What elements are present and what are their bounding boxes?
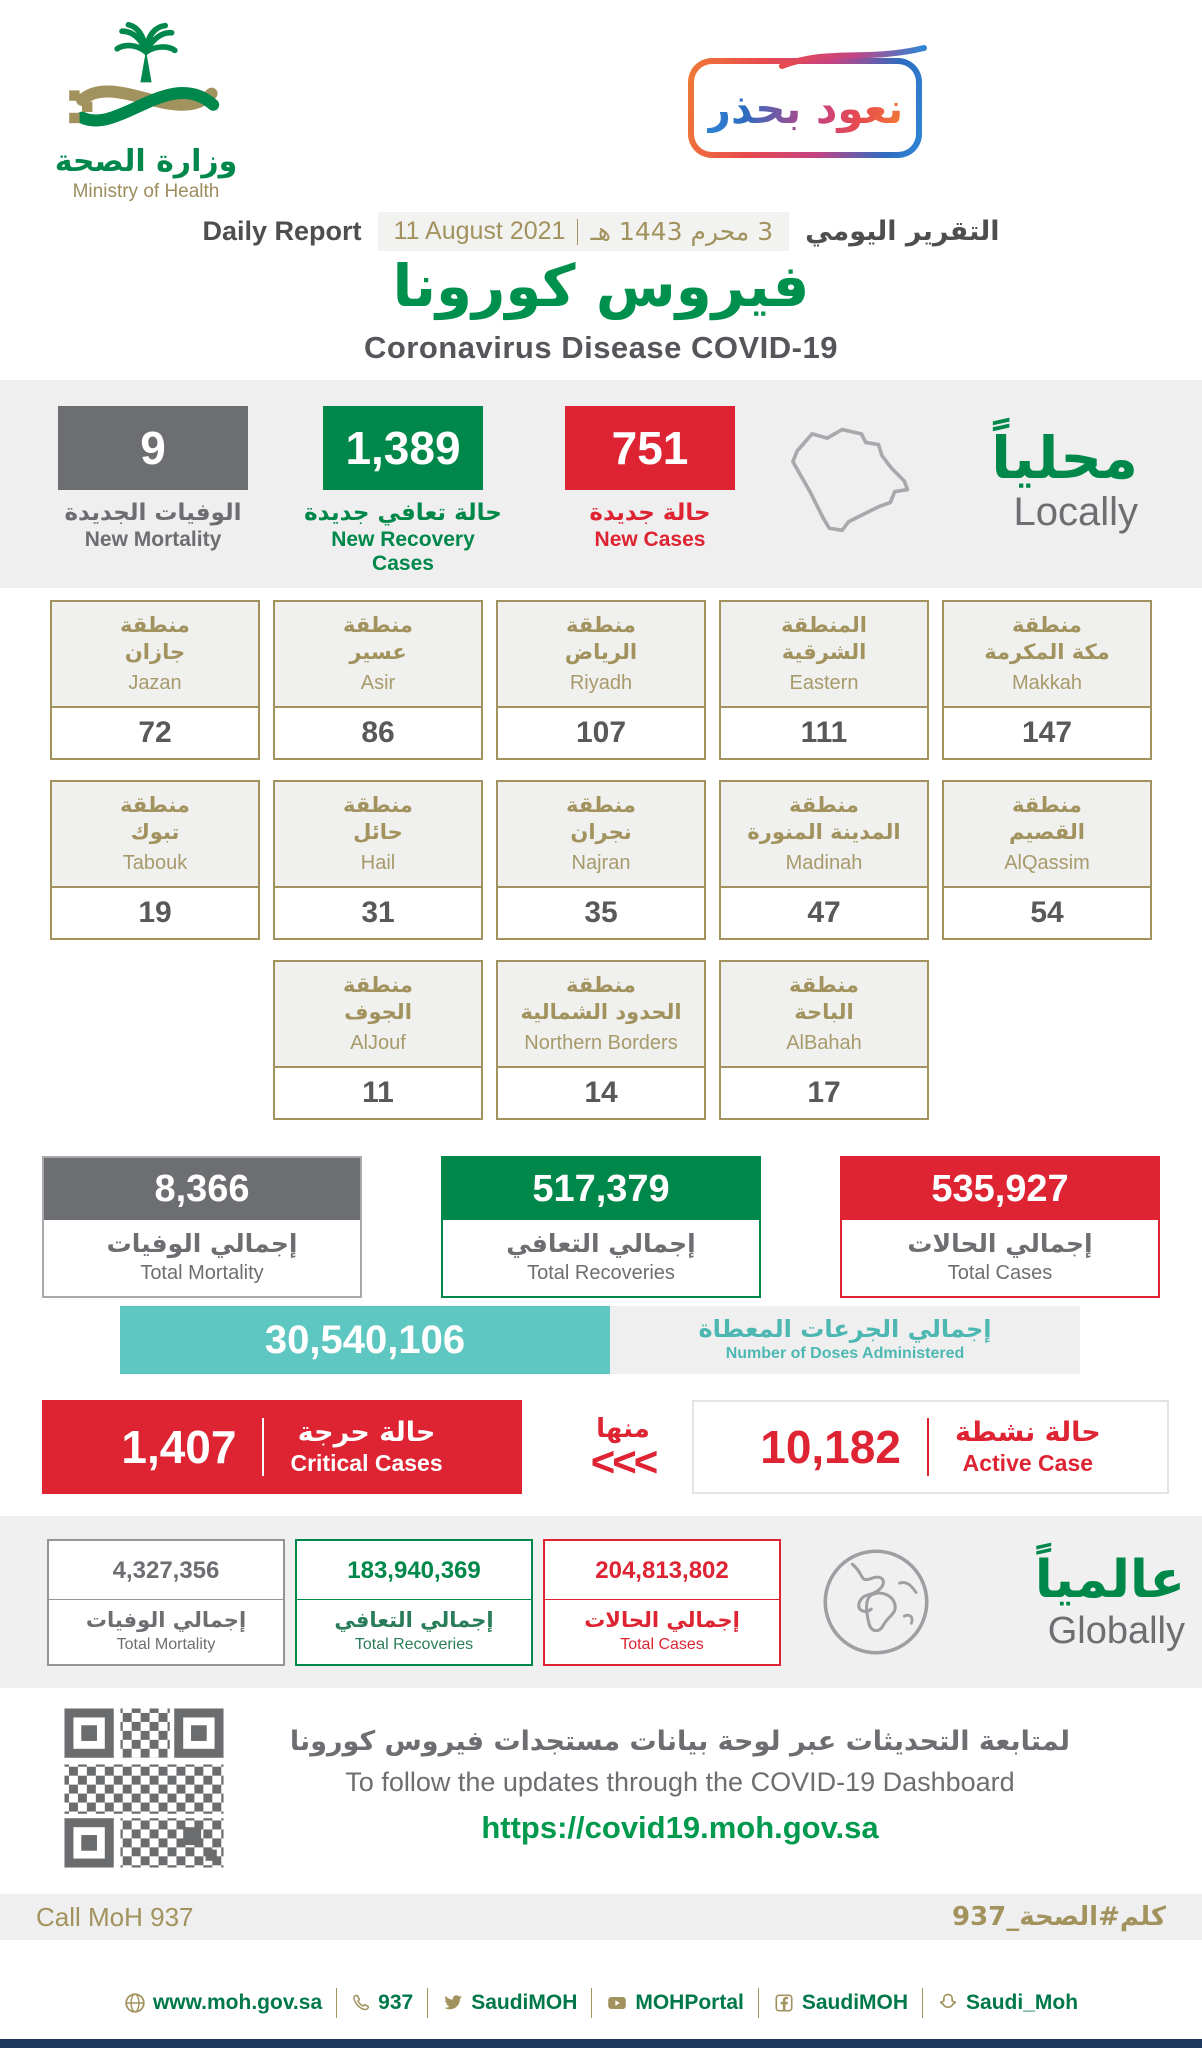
region-value: 107: [498, 708, 704, 758]
critical-cases-label-en: Critical Cases: [290, 1450, 443, 1476]
new-recovery-label-en: New Recovery Cases: [331, 528, 475, 575]
date-row: [0, 212, 1202, 251]
region-ar-line1: المنطقة: [780, 613, 868, 637]
new-recovery-stat: [298, 406, 508, 576]
region-ar-line2: الباحة: [794, 1000, 854, 1024]
page-title-english: Coronavirus Disease COVID-19: [363, 330, 838, 365]
region-ar-line2: حائل: [353, 820, 403, 844]
moh-emblem-icon: [51, 20, 241, 140]
twitter-link[interactable]: [442, 1991, 577, 2015]
region-en: AlBahah: [786, 1032, 862, 1054]
region-ar-line2: جازان: [124, 640, 186, 664]
active-case-box: [692, 1400, 1169, 1494]
qr-code: [60, 1704, 228, 1872]
region-value: 111: [721, 708, 927, 758]
dashboard-text-ar: لمتابعة التحديثات عبر لوحة بيانات مستجدات فيروس كورونا: [289, 1726, 1071, 1757]
facebook-handle: SaudiMOH: [801, 1991, 909, 2014]
totals-section: [42, 1156, 1160, 1298]
divider: [927, 1418, 929, 1476]
region-en: Hail: [360, 852, 396, 874]
global-mortality-box: [47, 1539, 285, 1666]
global-mortality-value: 4,327,356: [49, 1541, 283, 1600]
region-card-tabouk: [50, 780, 260, 940]
region-en: AlJouf: [350, 1032, 406, 1054]
region-ar-line2: المدينة المنورة: [747, 820, 901, 844]
total-mortality-value: 8,366: [44, 1158, 360, 1220]
region-card-aljouf: [273, 960, 483, 1120]
region-card-jazan: [50, 600, 260, 760]
new-cases-label-ar: حالة جديدة: [589, 500, 711, 526]
region-card-madinah: [719, 780, 929, 940]
new-cases-label-en: New Cases: [594, 528, 706, 551]
region-ar-line1: منطقة: [343, 973, 413, 997]
region-ar-line1: منطقة: [566, 613, 636, 637]
doses-label-en: Number of Doses Administered: [725, 1345, 965, 1362]
youtube-icon: [606, 1992, 628, 2014]
twitter-icon: [442, 1992, 464, 2014]
separator: [758, 1988, 759, 2018]
region-row-2: [0, 780, 1202, 940]
daily-report-label-ar: التقرير اليومي: [805, 216, 1000, 247]
region-card-eastern: [719, 600, 929, 760]
facebook-link[interactable]: [773, 1991, 908, 2015]
region-en: Madinah: [785, 852, 863, 874]
bottom-bar: [0, 2039, 1202, 2048]
doses-bar: [120, 1306, 1080, 1374]
region-card-hail: [273, 780, 483, 940]
snapchat-link[interactable]: [937, 1991, 1078, 2015]
global-cases-label-ar: إجمالي الحالات: [584, 1607, 740, 1632]
total-mortality-box: [42, 1156, 362, 1298]
total-recoveries-label-ar: إجمالي التعافي: [506, 1229, 696, 1258]
separator: [427, 1988, 428, 2018]
region-value: 11: [275, 1068, 481, 1118]
moh-logo: [46, 20, 246, 203]
total-cases-box: [840, 1156, 1160, 1298]
active-case-label-ar: حالة نشطة: [954, 1417, 1101, 1448]
new-recovery-value: 1,389: [323, 406, 483, 490]
region-value: 19: [52, 888, 258, 938]
region-en: Eastern: [789, 672, 859, 694]
region-ar-line1: منطقة: [120, 613, 190, 637]
global-recoveries-label-ar: إجمالي التعافي: [334, 1607, 494, 1632]
saudi-map-icon: [780, 412, 930, 550]
total-recoveries-box: [441, 1156, 761, 1298]
new-mortality-label-ar: الوفيات الجديدة: [64, 500, 242, 526]
region-ar-line1: منطقة: [789, 973, 859, 997]
region-ar-line1: منطقة: [1012, 793, 1082, 817]
region-ar-line2: الشرقية: [781, 640, 867, 664]
critical-cases-box: [42, 1400, 522, 1494]
divider: [262, 1418, 264, 1476]
region-value: 72: [52, 708, 258, 758]
new-cases-value: 751: [565, 406, 735, 490]
separator: [336, 1988, 337, 2018]
website-link[interactable]: [124, 1991, 322, 2015]
locally-stats-band: [0, 380, 1202, 588]
total-cases-label-ar: إجمالي الحالات: [907, 1229, 1093, 1258]
doses-value: 30,540,106: [120, 1306, 610, 1374]
total-recoveries-value: 517,379: [443, 1158, 759, 1220]
social-links-row: [0, 1988, 1202, 2018]
of-which-block: [568, 1414, 678, 1485]
region-ar-line1: منطقة: [789, 793, 859, 817]
region-card-najran: [496, 780, 706, 940]
youtube-handle: MOHPortal: [635, 1991, 744, 2014]
region-card-asir: [273, 600, 483, 760]
critical-active-row: [42, 1400, 1169, 1494]
call-moh-band: [0, 1894, 1202, 1940]
globally-heading-ar: عالمياً: [1034, 1550, 1185, 1610]
region-en: Tabouk: [122, 852, 188, 874]
logo-english-name: Ministry of Health: [72, 181, 220, 202]
region-ar-line2: الجوف: [344, 1000, 412, 1024]
region-ar-line1: منطقة: [120, 793, 190, 817]
total-mortality-label-en: Total Mortality: [140, 1262, 264, 1284]
twitter-handle: SaudiMOH: [471, 1991, 578, 2014]
region-card-alqassim: [942, 780, 1152, 940]
doses-label-ar: إجمالي الجرعات المعطاة: [698, 1315, 992, 1343]
region-ar-line1: منطقة: [343, 613, 413, 637]
region-ar-line1: منطقة: [566, 973, 636, 997]
snapchat-handle: Saudi_Moh: [966, 1991, 1079, 2014]
new-mortality-stat: [58, 406, 248, 552]
badge-text: نعود بحذر: [706, 83, 904, 133]
global-cases-box: [543, 1539, 781, 1666]
globe-icon: [817, 1543, 935, 1661]
region-ar-line2: القصيم: [1009, 820, 1085, 844]
region-ar-line2: نجران: [570, 820, 632, 844]
separator: [922, 1988, 923, 2018]
region-en: AlQassim: [1004, 852, 1090, 874]
regions-section: [0, 600, 1202, 1140]
globally-band: [0, 1516, 1202, 1688]
region-value: 147: [944, 708, 1150, 758]
date-divider: [577, 219, 578, 245]
region-ar-line2: عسير: [349, 640, 407, 664]
region-value: 14: [498, 1068, 704, 1118]
region-card-albahah: [719, 960, 929, 1120]
region-row-1: [0, 600, 1202, 760]
badge-swoosh-icon: [778, 44, 928, 70]
locally-heading-en: Locally: [1013, 490, 1138, 534]
region-card-makkah: [942, 600, 1152, 760]
global-recoveries-value: 183,940,369: [297, 1541, 531, 1600]
region-en: Asir: [360, 672, 396, 694]
locally-heading-ar: محلياً: [991, 424, 1138, 492]
new-recovery-label-ar: حالة تعافي جديدة: [304, 500, 502, 526]
date-gregorian: 11 August 2021: [393, 217, 566, 245]
global-mortality-label-ar: إجمالي الوفيات: [85, 1607, 247, 1632]
dashboard-text-en: To follow the updates through the COVID-19 Dashboard: [345, 1767, 1015, 1797]
globe-icon: [124, 1992, 146, 2014]
region-value: 86: [275, 708, 481, 758]
return-with-caution-badge: [688, 58, 922, 158]
phone-link[interactable]: [351, 1991, 413, 2015]
critical-cases-value: 1,407: [121, 1421, 237, 1473]
date-hijri: 3 محرم 1443 هـ: [590, 217, 774, 246]
of-which-label: منها: [596, 1414, 650, 1444]
region-row-3: [0, 960, 1202, 1120]
region-value: 47: [721, 888, 927, 938]
region-card-northern-borders: [496, 960, 706, 1120]
new-cases-stat: [550, 406, 750, 552]
region-ar-line2: الحدود الشمالية: [520, 1000, 682, 1024]
global-cases-label-en: Total Cases: [620, 1635, 704, 1653]
region-en: Riyadh: [569, 672, 633, 694]
global-cases-value: 204,813,802: [545, 1541, 779, 1600]
dashboard-section: [0, 1704, 1202, 1872]
locally-heading-block: [780, 406, 1138, 550]
total-cases-value: 535,927: [842, 1158, 1158, 1220]
total-mortality-label-ar: إجمالي الوفيات: [106, 1229, 298, 1258]
region-ar-line1: منطقة: [343, 793, 413, 817]
chevrons-left-icon: <<<: [590, 1438, 656, 1485]
region-ar-line2: تبوك: [130, 820, 180, 844]
call-moh-label-ar: كلم#الصحة_937: [952, 1902, 1166, 1932]
new-mortality-value: 9: [58, 406, 248, 490]
region-value: 54: [944, 888, 1150, 938]
active-case-value: 10,182: [760, 1421, 901, 1473]
youtube-link[interactable]: [606, 1991, 744, 2015]
global-mortality-label-en: Total Mortality: [116, 1635, 216, 1653]
region-ar-line2: مكة المكرمة: [984, 640, 1110, 664]
region-value: 35: [498, 888, 704, 938]
active-case-label-en: Active Case: [962, 1450, 1094, 1476]
region-en: Makkah: [1011, 672, 1083, 694]
region-ar-line1: منطقة: [1012, 613, 1082, 637]
region-value: 17: [721, 1068, 927, 1118]
dashboard-url-link[interactable]: https://covid19.moh.gov.sa: [481, 1810, 879, 1845]
region-ar-line1: منطقة: [566, 793, 636, 817]
logo-arabic-name: وزارة الصحة: [54, 144, 238, 179]
global-recoveries-box: [295, 1539, 533, 1666]
critical-cases-label-ar: حالة حرجة: [297, 1417, 436, 1448]
globally-heading-en: Globally: [1047, 1610, 1185, 1652]
call-moh-label-en: Call MoH 937: [36, 1901, 194, 1932]
total-cases-label-en: Total Cases: [947, 1262, 1053, 1284]
region-en: Jazan: [128, 672, 182, 694]
globally-heading-block: [817, 1543, 1185, 1661]
facebook-icon: [773, 1992, 795, 2014]
region-ar-line2: الرياض: [564, 640, 638, 664]
snapchat-icon: [937, 1992, 959, 2014]
page-title-arabic: فيروس كورونا: [392, 252, 810, 320]
phone-text: 937: [378, 1991, 414, 2014]
date-pill: [378, 212, 790, 251]
new-mortality-label-en: New Mortality: [84, 528, 222, 551]
region-value: 31: [275, 888, 481, 938]
website-text: www.moh.gov.sa: [152, 1991, 323, 2014]
region-card-riyadh: [496, 600, 706, 760]
separator: [591, 1988, 592, 2018]
phone-icon: [351, 1993, 371, 2013]
region-en: Northern Borders: [524, 1032, 678, 1054]
region-en: Najran: [571, 852, 631, 874]
global-recoveries-label-en: Total Recoveries: [354, 1635, 474, 1653]
daily-report-label-en: Daily Report: [202, 216, 362, 246]
total-recoveries-label-en: Total Recoveries: [527, 1262, 675, 1284]
